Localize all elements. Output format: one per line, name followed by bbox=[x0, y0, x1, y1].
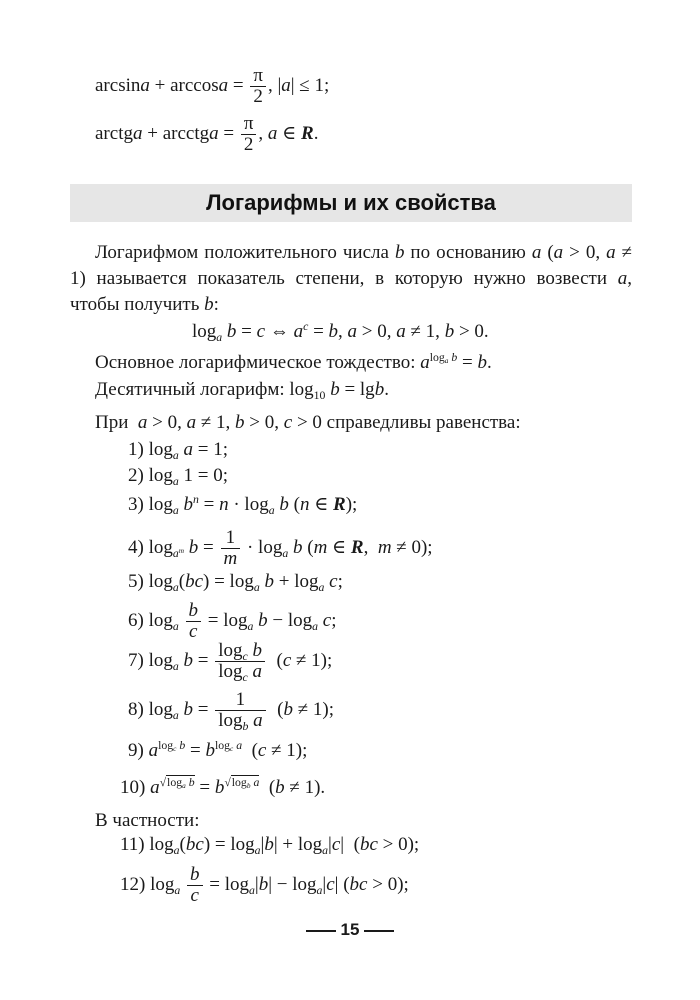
page-number-value: 15 bbox=[340, 920, 360, 939]
basic-identity-label: Основное логарифмическое тождество: bbox=[95, 352, 416, 373]
property-7: 7) $\log_a b$ = $\frac{\log_c b}{\log_c a}$ (c ≠ 1); bbox=[128, 640, 333, 685]
property-10: 10) $a^{√log_a b} = b^{√log_b a}$ (b ≠ 1). bbox=[120, 775, 326, 798]
conditions-line bbox=[95, 413, 521, 432]
conditions-suffix: справедливы равенства: bbox=[326, 412, 521, 433]
decimal-log-formula: $\log_{10} b = \lg b$. bbox=[289, 379, 389, 403]
page-number bbox=[0, 920, 700, 940]
identity-arcsin-arccos: arcsina + arccosa = $\frac{\pi}{2}$ , |a| ≤ 1; bbox=[95, 65, 330, 107]
definition-formula: $\log_a b = c$ ⇔ $a^c = b$, a > 0, a ≠ 1, b > 0. bbox=[192, 319, 489, 345]
property-2: 2) $\log_a 1 = 0$; bbox=[128, 465, 228, 489]
property-4: 4) $\log_{a^m} b$ = $\frac{1}{m}$ · $\log_a b$ (m ∈ R, m ≠ 0); bbox=[128, 527, 433, 569]
page-number-dash-left bbox=[306, 930, 336, 932]
basic-identity bbox=[95, 350, 492, 373]
identity-arctg-arcctg: arctga + arcctga = $\frac{\pi}{2}$ , a ∈ R. bbox=[95, 113, 319, 155]
property-12: 12) $\log_a$ $\frac{b}{c}$ = $\log_a|b| - \log_a|c|$ (bc > 0); bbox=[120, 864, 409, 906]
basic-identity-formula: $a^{log_a b} = b$. bbox=[420, 350, 492, 373]
particular-label: В частности: bbox=[95, 810, 200, 831]
property-9: 9) $a^{log_c b} = b^{log_c a}$ (c ≠ 1); bbox=[128, 738, 308, 761]
property-11: 11) $\log_a(bc) = \log_a|b| + \log_a|c|$ (bc > 0); bbox=[120, 834, 420, 858]
decimal-log bbox=[95, 379, 389, 403]
definition-text: Логарифмом положительного числа b по основанию a (a > 0, a ≠ 1) называется показатель степени, в которую нужно возвести a, чтобы получить b: bbox=[70, 242, 633, 315]
conditions-prefix: При bbox=[95, 412, 129, 433]
conditions-formula: a > 0, a ≠ 1, b > 0, c > 0 bbox=[137, 412, 327, 433]
page-number-dash-right bbox=[364, 930, 394, 932]
property-5: 5) $\log_a(bc) = \log_a b + \log_a c$; bbox=[128, 571, 343, 595]
property-1: 1) $\log_a a = 1$; bbox=[128, 439, 228, 463]
decimal-log-label: Десятичный логарифм: bbox=[95, 379, 285, 400]
property-3: 3) $\log_a b^n = n \cdot \log_a b$ (n ∈ R); bbox=[128, 492, 358, 518]
property-6: 6) $\log_a$ $\frac{b}{c}$ = $\log_a b - \log_a c$; bbox=[128, 600, 337, 642]
section-title: Логарифмы и их свойства bbox=[70, 184, 632, 222]
property-8: 8) $\log_a b$ = $\frac{1}{\log_b a}$ (b ≠ 1); bbox=[128, 689, 335, 734]
